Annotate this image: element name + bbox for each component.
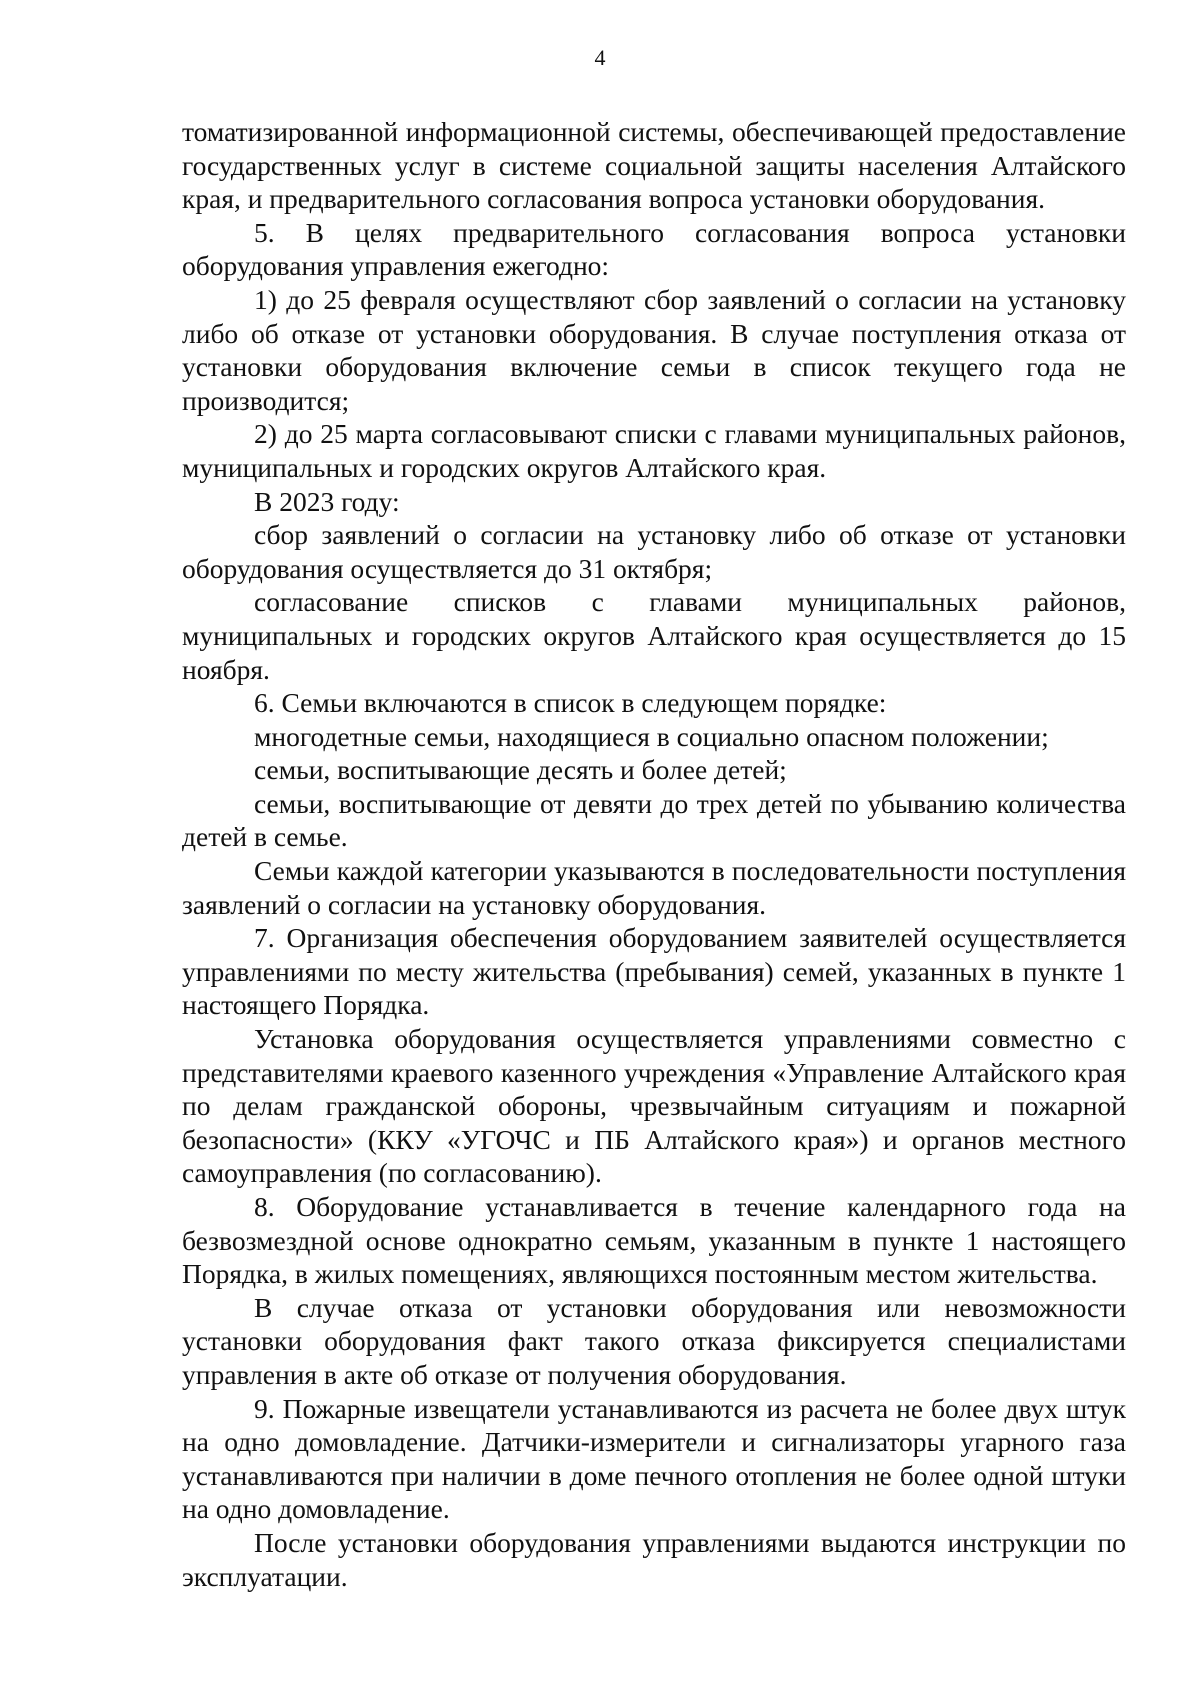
paragraph: 5. В целях предварительного согласования вопроса установки оборудования управления ежегодно: — [182, 216, 1126, 282]
paragraph: В случае отказа от установки оборудования или невозможности установки оборудования факт такого отказа фиксируется специалистами управления в акте об отказе от получения оборудования. — [182, 1291, 1126, 1390]
paragraph: томатизированной информационной системы, обеспечивающей предоставление государственных услуг в системе социальной защиты населения Алтайского края, и предварительного согласования вопроса установки оборудования. — [182, 116, 1126, 215]
paragraph: После установки оборудования управлениями выдаются инструкции по эксплуатации. — [182, 1526, 1126, 1592]
paragraph: 6. Семьи включаются в список в следующем порядке: — [254, 687, 887, 719]
paragraph: 9. Пожарные извещатели устанавливаются из расчета не более двух штук на одно домовладение. Датчики-измерители и сигнализаторы угарного газа устанавливаются при наличии в доме печного отопления не более одной штуки на одно домовладение. — [182, 1392, 1126, 1525]
paragraph: 1) до 25 февраля осуществляют сбор заявлений о согласии на установку либо об отказе от установки оборудования. В случае поступления отказа от установки оборудования включение семьи в список текущего года не производится; — [182, 283, 1126, 416]
paragraph: 7. Организация обеспечения оборудованием заявителей осуществляется управлениями по месту жительства (пребывания) семей, указанных в пункте 1 настоящего Порядка. — [182, 922, 1126, 1021]
paragraph: 8. Оборудование устанавливается в течение календарного года на безвозмездной основе однократно семьям, указанным в пункте 1 настоящего Порядка, в жилых помещениях, являющихся постоянным местом жительства. — [182, 1191, 1126, 1290]
document-body — [182, 115, 1126, 1593]
paragraph: семьи, воспитывающие от девяти до трех детей по убыванию количества детей в семье. — [182, 787, 1126, 853]
paragraph: сбор заявлений о согласии на установку либо об отказе от установки оборудования осуществляется до 31 октября; — [182, 519, 1126, 584]
paragraph: семьи, воспитывающие десять и более детей; — [254, 754, 787, 786]
paragraph: 2) до 25 марта согласовывают списки с главами муниципальных районов, муниципальных и городских округов Алтайского края. — [182, 418, 1126, 483]
paragraph: Установка оборудования осуществляется управлениями совместно с представителями краевого казенного учреждения «Управление Алтайского края по делам гражданской обороны, чрезвычайным ситуациям и пожарной безопасности» (ККУ «УГОЧС и ПБ Алтайского края») и органов местного самоуправления (по согласованию). — [182, 1023, 1126, 1189]
paragraph: В 2023 году: — [254, 485, 400, 517]
paragraph: согласование списков с главами муниципальных районов, муниципальных и городских округов Алтайского края осуществляется до 15 ноября. — [182, 586, 1126, 685]
paragraph: Семьи каждой категории указываются в последовательности поступления заявлений о согласии на установку оборудования. — [182, 855, 1126, 920]
page-number: 4 — [594, 45, 606, 70]
paragraph: многодетные семьи, находящиеся в социально опасном положении; — [254, 720, 1049, 752]
